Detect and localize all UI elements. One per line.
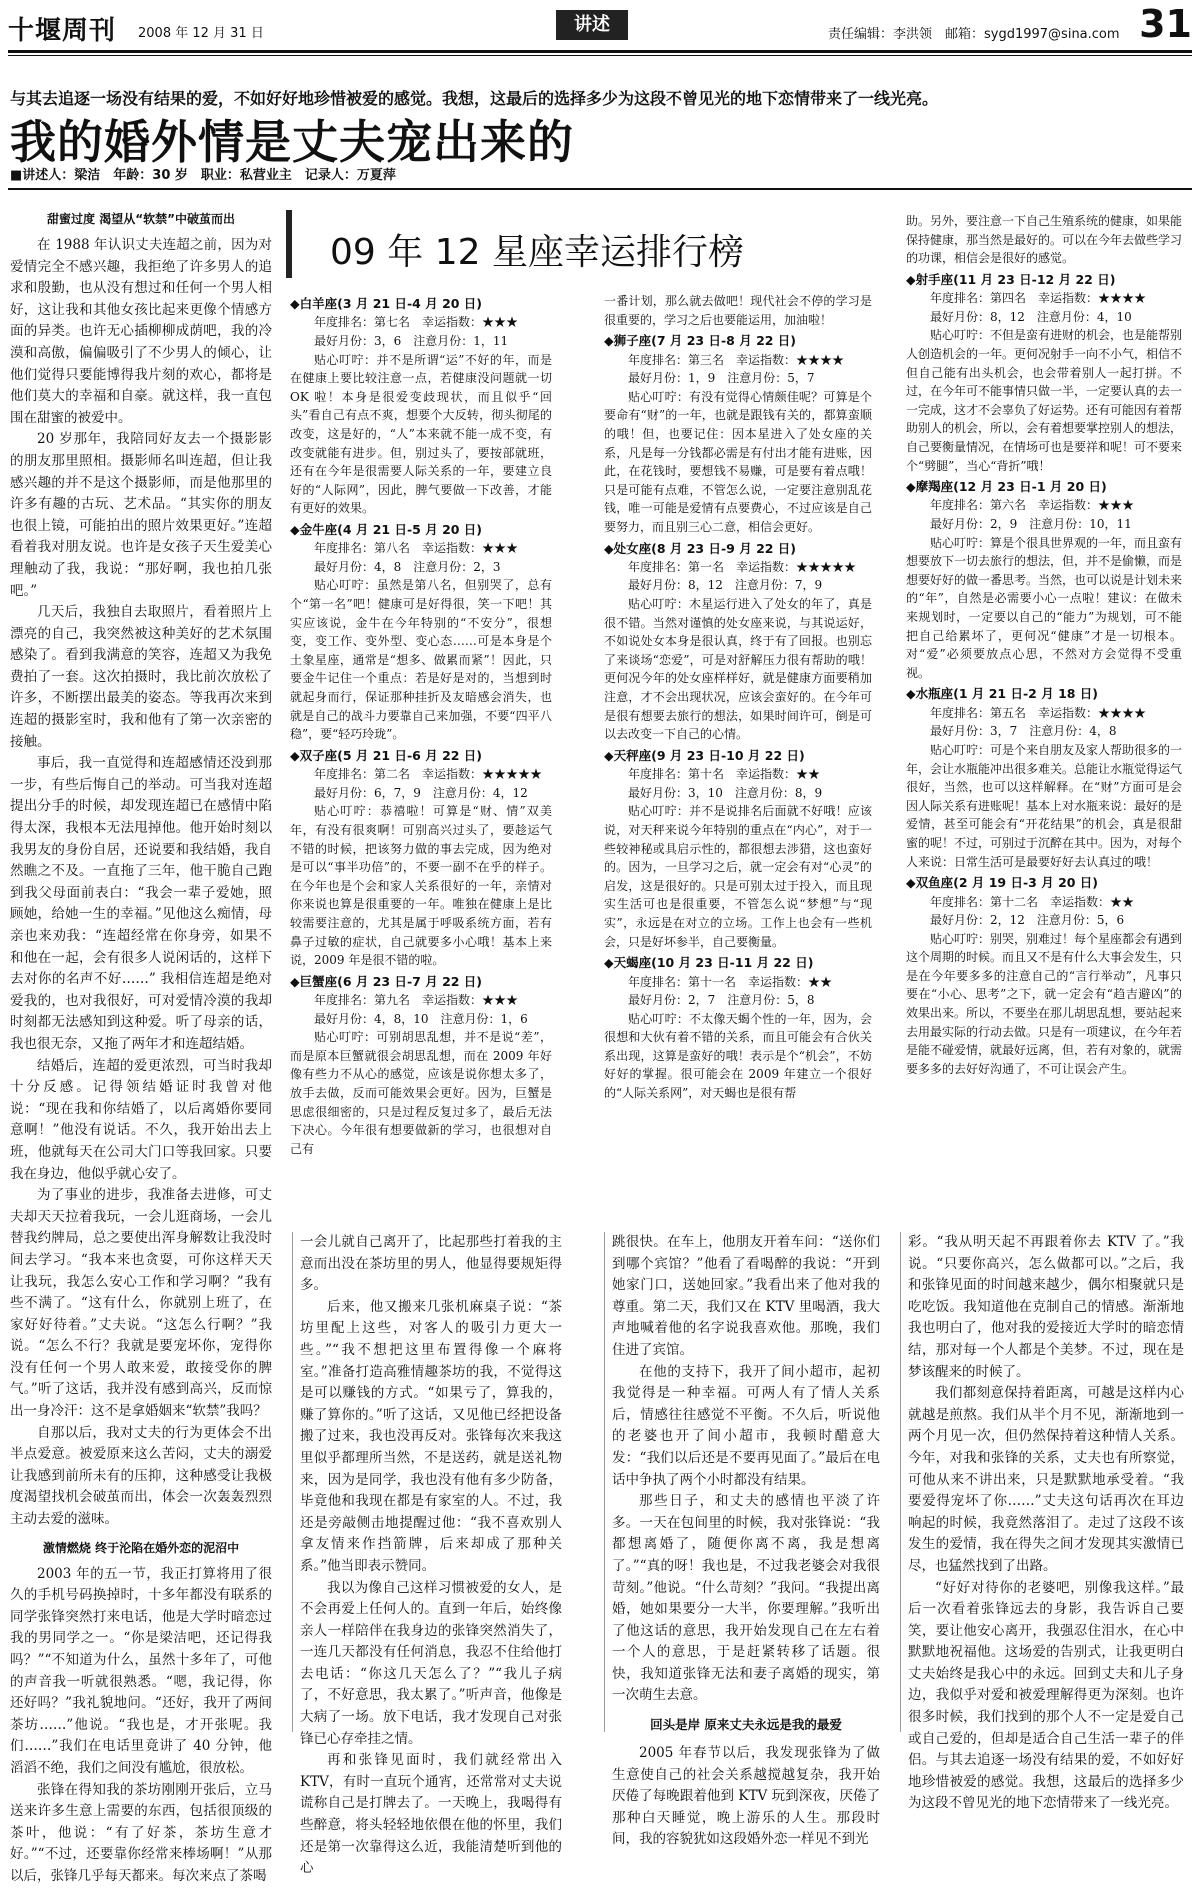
byline: ■讲述人：梁洁 年龄：30 岁 职业：私营业主 记录人：万夏萍 xyxy=(10,168,396,183)
paragraph: 我以为像自己这样习惯被爱的女人，是不会再爱上任何人的。直到一年后，始终像亲人一样陪伴在我身边的张锋突然消失了，一连几天都没有任何消息，我忍不住给他打去电话：“你这几天怎么了？”“我儿子病了，不好意思，我太累了。”听声音，他像是大病了一场。放下电话，我才发现自己对张锋已心存牵挂之情。 xyxy=(300,1579,562,1747)
sign-months: 最好月份：4，8，10 注意月份：1，6 xyxy=(314,1011,528,1026)
paragraph: 20 岁那年，我陪同好友去一个摄影影的朋友那里照相。摄影师名叫连超，但让我感兴趣的并不是这个摄影师，而是他那里的许多有趣的古玩、艺术品。“其实你的朋友也很上镜，可能拍出的照片效果更好。”连超看着我对朋友说。也许是女孩子天生爱美心理触动了我，我说：“那好啊，我也拍几张吧。” xyxy=(10,431,272,599)
horoscope-column-2 xyxy=(604,292,872,1103)
page-header xyxy=(8,2,1192,48)
sign-heading: ◆双鱼座(2 月 19 日-3 月 20 日) xyxy=(906,875,1099,891)
sign-heading: ◆金牛座(4 月 21 日-5 月 20 日) xyxy=(290,521,483,537)
sign-months: 最好月份：3，6 注意月份：1，11 xyxy=(314,333,509,348)
header-rule-thin xyxy=(8,55,1192,56)
sign-rank: 年度排名：第十一名 幸运指数：★★ xyxy=(628,974,833,989)
sign-rank: 年度排名：第二名 幸运指数：★★★★★ xyxy=(314,767,543,782)
masthead: 十堰周刊 xyxy=(8,16,117,46)
story-column-b xyxy=(300,1232,562,1880)
sign-text: 贴心叮咛：恭禧啦！可算是“财、情”双美年，有没有很爽啊！可别高兴过头了，要趁运气不错的时候，把该努力做的事去完成，因为绝对是可以“事半功倍”的，不要一副不在乎的样子。在今年也是个会和家人关系很好的一年，亲情对你来说也算是很重要的一年。唯独在健康上是比较需要注意的，尤其是属于呼吸系统方面，若有鼻子过敏的症状，自己就要多小心哦！基本上来说，2009 年是很不错的啦。 xyxy=(290,804,552,968)
sign-months: 最好月份：1，9 注意月份：5，7 xyxy=(628,371,815,386)
sign-rank: 年度排名：第十名 幸运指数：★★ xyxy=(628,767,821,782)
sign-text: 贴心叮咛：可是个来自朋友及家人帮助很多的一年，会让水瓶能冲出很多难关。总能让水瓶觉得运气很好，当然，也可以这样解释。在“财”方面可是会因人际关系有进账呢！基本上对水瓶来说：最好的是爱情，甚至可能会有“开花结果”的机会，真是很甜蜜的呢！不过，可别过于沉醉在其中。因为，对每个人来说：日常生活可是最要好好去认真过的哦！ xyxy=(906,742,1183,869)
paragraph: 再和张锋见面时，我们就经常出入 KTV，有时一直玩个通宵，还常常对丈夫说谎称自己是打牌去了。一天晚上，我喝得有些醉意，将头轻轻地依偎在他的怀里，我们还是第一次靠得这么近，我能清楚听到他的心 xyxy=(300,1752,562,1877)
sign-rank: 年度排名：第六名 幸运指数：★★★ xyxy=(930,498,1135,513)
headline: 我的婚外情是丈夫宠出来的 xyxy=(10,115,574,169)
sign-heading: ◆处女座(8 月 23 日-9 月 22 日) xyxy=(604,540,797,556)
sign-text: 贴心叮咛：不太像天蝎个性的一年，因为，会很想和大伙有着不错的关系，而且可能会有合伙关系出现，这算是蛮好的哦！表示是个“机会”，不妨好好的掌握。很可能会在 2009 年建立一个很好的“人际关系网”，对天蝎也是很有帮 xyxy=(604,1011,872,1101)
paragraph: 2003 年的五一节，我正打算将用了很久的手机号码换掉时，十多年都没有联系的同学张锋突然打来电话，他是大学时暗恋过我的男同学之一。“你是梁洁吧，还记得我吗？”“不知道为什么，虽然十多年了，可他的声音我一听就很熟悉。“嗯，我记得，你还好吗？”我礼貌地问。“还好，我开了两间茶坊……”他说。“我也是，才开张呢。我们……”我们在电话里竟讲了 40 分钟，他滔滔不绝，我们之间没有尴尬，很放松。 xyxy=(10,1565,272,1776)
column-divider xyxy=(604,1232,605,1732)
sign-months: 最好月份：2，12 注意月份：5，6 xyxy=(930,913,1125,928)
paragraph: 张锋在得知我的茶坊刚刚开张后，立马送来许多生意上需要的东西，包括很顶级的茶叶，他说：“有了好茶，茶坊生意才好。”“不过，还要靠你经常来棒场啊！”从那以后，张锋几乎每天都来。每次来点了茶喝 xyxy=(10,1781,272,1884)
sign-rank: 年度排名：第四名 幸运指数：★★★★ xyxy=(930,291,1147,306)
story-column-c xyxy=(612,1232,880,1851)
paragraph: 为了事业的进步，我准备去进修，可丈夫却天天拉着我玩，一会儿逛商场，一会儿替我约牌局，总之要使出浑身解数让我没时间去学习。“我本来也贪耍，可你这样天天让我玩，我怎么安心工作和学习啊？”我有些不满了。“这有什么，你就别上班了，在家好好待着。”丈夫说。“这怎么行啊？”我说。“怎么不行？我就是要宠坏你，宠得你没有任何一个男人敢来爱，敢接受你的脾气。”听了这话，我并没有感到高兴，反而惊出一身冷汗：这不是拿婚姻来“软禁”我吗？ xyxy=(10,1187,272,1420)
paragraph: 彩。“我从明天起不再跟着你去 KTV 了。”我说。“只要你高兴，怎么做都可以。”之后，我和张锋见面的时间越来越少，偶尔相聚就只是吃吃饭。我知道他在克制自己的情感。渐渐地我也明白了，他对我的爱接近大学时的暗恋情结，那对每一个人都是个美梦。不过，现在是梦该醒来的时候了。 xyxy=(908,1234,1184,1380)
title-accent-bar xyxy=(286,210,292,278)
page-number: 31 xyxy=(1139,2,1192,46)
paragraph: 一会儿就自己离开了，比起那些打着我的主意而出没在茶坊里的男人，他显得要规矩得多。 xyxy=(300,1234,562,1294)
sign-heading: ◆天蝎座(10 月 23 日-11 月 22 日) xyxy=(604,955,814,971)
sign-text: 贴心叮咛：算是个很具世界观的一年，而且蛮有想要放下一切去旅行的想法，但，并不是偷懒，而是想要好好的做一番思考。当然，也可以说是计划未来的“年”，自然是必需要小心一点啦！建议：在做未来规划时，一定要以自己的“能力”为规划，可不能把自己给累坏了，更何况“健康”才是一切根本。对“爱”必须要放点心思，不然对方会觉得不受重视。 xyxy=(906,535,1183,680)
sign-rank: 年度排名：第一名 幸运指数：★★★★★ xyxy=(628,559,857,574)
story-column-d xyxy=(908,1232,1184,1815)
paragraph: 几天后，我独自去取照片，看着照片上漂亮的自己，我突然被这种美好的艺术氛围感染了。看到我满意的笑容，连超又为我免费拍了一套。这次拍摄时，我比前次放松了许多，不断摆出最美的姿态。等我再次来到连超的摄影室时，我和他有了第一次亲密的接触。 xyxy=(10,604,272,750)
paragraph: 2005 年春节以后，我发现张锋为了做生意使自己的社会关系越搅越复杂，我开始厌倦了每晚跟着他到 KTV 玩到深夜，厌倦了那种白天睡觉，晚上游乐的人生。那段时间，我的容貌犹如这段婚外恋一样见不到光 xyxy=(612,1745,880,1848)
sign-months: 最好月份：8，12 注意月份：7，9 xyxy=(628,578,823,593)
sign-months: 最好月份：8，12 注意月份：4，10 xyxy=(930,309,1132,324)
sign-text: 贴心叮咛：可别胡思乱想，并不是说“差”，而是原本巨蟹就很会胡思乱想，而在 2009 年好像有些力不从心的感觉，应该是说你想太多了，放手去做，反而可能效果会更好。因为，巨蟹是思虑很细密的，只是过程反复过多了，最后无法下决心。今年很有想要做新的学习，也很想对自己有 xyxy=(290,1030,552,1156)
sign-text: 贴心叮咛：有没有觉得心情颇佳呢？可算是个要命有“财”的一年，也就是跟钱有关的，都算蛮顺的哦！但，也要记住：因本星进入了处女座的关系，凡是每一分钱都必需是有付出才能有进账，因此，在花钱时，要想钱不易赚，可是要有着点哦！只是可能有点难，不管怎么说，一定要注意别乱花钱，唯一可能是爱情有点要费心，不过应该是自己要努力，而且别三心二意，相信会更好。 xyxy=(604,389,872,534)
editor-info: 责任编辑：李洪领 邮箱：sygd1997@sina.com xyxy=(828,27,1120,42)
sign-heading: ◆摩羯座(12 月 23 日-1 月 20 日) xyxy=(906,479,1107,495)
paragraph: 跳很快。在车上，他朋友开着车问：“送你们到哪个宾馆？”他看了看喝醉的我说：“开到她家门口，送她回家。”我看出来了他对我的尊重。第二天，我们又在 KTV 里喝酒，我大声地喊着他的名字说我喜欢他。那晚，我们住进了宾馆。 xyxy=(612,1234,880,1358)
story-column-left xyxy=(10,208,272,1888)
sign-text: 贴心叮咛：并不是说排名后面就不好哦！应该说，对天秤来说今年特别的重点在“内心”，对于一些较神秘或具启示性的，都很想去涉猎，这也蛮好的。因为，一旦学习之后，就一定会有对“心灵”的启发，这是很好的。只是可别太过于投入，而且现实生活可也是很重要，不管怎么说“梦想”与“现实”，永远是在对立的立场。工作上也会有一些机会，只是好坏参半，自己要衡量。 xyxy=(604,804,872,949)
sign-text: 贴心叮咛：不但是蛮有进财的机会，也是能帮别人创造机会的一年。更何况射手一向不小气，相信不但自己能有出头机会，也会带着别人一起打拼。不过，在今年可不能事情只做一半，一定要认真的去一一完成，这才不会辜负了好运势。还有可能因有着帮助别人的机会，所以，会有着想要掌控别人的想法，自己要衡量情况，在情场可也是要祥和呢！可不要来个“劈腿”，当心“背折”哦！ xyxy=(906,328,1183,473)
sign-heading: ◆射手座(11 月 23 日-12 月 22 日) xyxy=(906,271,1116,287)
sign-heading: ◆狮子座(7 月 23 日-8 月 22 日) xyxy=(604,333,797,349)
sign-heading: ◆天秤座(9 月 23 日-10 月 22 日) xyxy=(604,747,805,763)
sign-months: 最好月份：6，7，9 注意月份：4，12 xyxy=(314,785,528,800)
sign-rank: 年度排名：第八名 幸运指数：★★★ xyxy=(314,541,519,556)
column-divider xyxy=(900,1232,901,1732)
subhead: 激情燃烧 终于沦陷在婚外恋的泥沼中 xyxy=(42,1540,240,1555)
paragraph: 那些日子，和丈夫的感情也平淡了许多。一天在包间里的时候，我对张锋说：“我都想离婚了，随便你离不离，我是想离了。”“真的呀！我也是，不过我老婆会对我很苛刻。”他说。“什么苛刻？”我问。“我提出离婚，她如果要分一大半，你要理解。”我听出了他这话的意思，我开始发现自己在左右着一个人的意思，于是赶紧转移了话题。很快，我知道张锋无法和妻子离婚的现实，第一次萌生去意。 xyxy=(612,1493,880,1704)
sign-months: 最好月份：3，7 注意月份：4，8 xyxy=(930,724,1117,739)
paragraph: 结婚后，连超的爱更浓烈，可当时我却十分反感。记得领结婚证时我曾对他说：“现在我和你结婚了，以后离婚你要同意啊！”他没有说话。不久，我开始出去上班，他就每天在公司大门口等我回家。只要我在身边，他似乎就心安了。 xyxy=(10,1057,272,1182)
paragraph: 在 1988 年认识丈夫连超之前，因为对爱情完全不感兴趣，我拒绝了许多男人的追求和殷勤，也从没有想过和任何一个男人相好，这让我和其他女孩比起来更像个情感方面的异类。也许无心插柳柳成荫吧，我的冷漠和高傲，偏偏吸引了不少男人的倾心，让他们觉得只要能博得我片刻的欢心，都将是他们莫大的幸福和自豪。就这样，我一直包围在甜蜜的被爱中。 xyxy=(10,237,272,426)
horoscope-title: 09 年 12 星座幸运排行榜 xyxy=(330,232,744,273)
sign-months: 最好月份：2，7 注意月份：5，8 xyxy=(628,993,815,1008)
paragraph: 我们都刻意保持着距离，可越是这样内心就越是煎熬。我们从半个月不见，渐渐地到一两个月见一次，但仍然保持着这种情人关系。今年，对我和张锋的关系，丈夫也有所察觉，可他从来不讲出来，只是默默地承受着。“我要爱得宠坏了你……”丈夫这句话再次在耳边响起的时候，我竟然落泪了。走过了这段不该发生的爱情，我在得失之间才发现其实激情已尽，也猛然找到了出路。 xyxy=(908,1385,1184,1574)
paragraph: 在他的支持下，我开了间小超市，起初我觉得是一种幸福。可两人有了情人关系后，情感往往感觉不平衡。不久后，听说他的老婆也开了间小超市，我顿时醋意大发：“我们以后还是不要再见面了。”最后在电话中争执了两个小时都没有结果。 xyxy=(612,1363,880,1488)
paragraph: 后来，他又搬来几张机麻桌子说：“茶坊里配上这些，对客人的吸引力更大一些。”“我不想把这里布置得像一个麻将室。”准备打造高雅情趣茶坊的我，不觉得这是可以赚钱的方式。“如果亏了，算我的，赚了算你的。”听了这话，又见他已经把设备搬了过来，我也没再反对。张锋每次来我这里似乎都理所当然，不是送药，就是送礼物来，因为是同学，我也没有他有多少防备，毕竟他和我现在都是有家室的人。不过，我还是旁敲侧击地提醒过他：“我不喜欢别人拿友情来作挡箭牌，后来却成了那种关系。”他当即表示赞同。 xyxy=(300,1298,562,1574)
sign-heading: ◆白羊座(3 月 21 日-4 月 20 日) xyxy=(290,296,483,311)
sign-months: 最好月份：3，10 注意月份：8，9 xyxy=(628,785,823,800)
paragraph: “好好对待你的老婆吧，别像我这样。”最后一次看着张锋远去的身影，我告诉自己要笑，要让他安心离开，我强忍住泪水，在心中默默地祝福他。这场爱的告别式，让我更明白丈夫始终是我心中的永远。回到丈夫和儿子身边，我似乎对爱和被爱理解得更为深刻。也许很多时候，我们找到的那个人不一定是爱自己或自己爱的，但却是适合自己生活一辈子的伴侣。与其去追逐一场没有结果的爱，不如好好地珍惜被爱的感觉。我想，这最后的选择多少为这段不曾见光的地下恋情带来了一线光亮。 xyxy=(908,1579,1184,1812)
sign-rank: 年度排名：第五名 幸运指数：★★★★ xyxy=(930,705,1147,720)
sign-text: 贴心叮咛：木星运行进入了处女的年了，真是很不错。当然对谨慎的处女座来说，与其说运好，不如说处女本身是很认真，终于有了回报。也别忘了来谈场“恋爱”，可是对舒解压力很有帮助的哦！更何况今年的处女座样样好，就是健康方面要稍加注意，才不会出现状况，应该会蛮好的。在今年可是很有想要去旅行的想法，如果时间许可，倒是可以去改变一下自己的心情。 xyxy=(604,597,872,742)
sign-months: 最好月份：2，9 注意月份：10，11 xyxy=(930,517,1132,532)
sign-heading: ◆巨蟹座(6 月 23 日-7 月 22 日) xyxy=(290,973,483,989)
column-divider xyxy=(292,1232,293,1732)
subhead: 甜蜜过度 渴望从“软禁”中破茧而出 xyxy=(47,212,235,226)
sign-text: 助。另外，要注意一下自己生殖系统的健康，如果能保持健康，那当然是最好的。可以在今年去做些学习的功课，相信会是很好的感觉。 xyxy=(906,214,1183,266)
sign-heading: ◆双子座(5 月 21 日-6 月 22 日) xyxy=(290,747,483,763)
section-tag: 讲述 xyxy=(556,10,628,40)
sign-rank: 年度排名：第七名 幸运指数：★★★ xyxy=(314,315,519,330)
sign-rank: 年度排名：第十二名 幸运指数：★★ xyxy=(930,894,1135,909)
header-rule xyxy=(8,50,1192,53)
sign-months: 最好月份：4，8 注意月份：2，3 xyxy=(314,559,501,574)
subhead: 回头是岸 原来丈夫永远是我的最爱 xyxy=(650,1717,842,1733)
horoscope-column-3 xyxy=(906,212,1182,1078)
sign-text: 贴心叮咛：虽然是第八名，但别哭了，总有个“第一名”吧！健康可是好得很，笑一下吧！其实应该说，金牛在今年特别的“不安分”，很想变，变工作、变外型、变心态……可是本身是个土象星座，通常是“想多、做累而紧”！因此，只要金牛记住一个重点：若是好是对的，当想到时就起身而行，保证那种挂折及友暗感会消失，也就是自己的战斗力要靠自己来加强，不要“四平八稳”，要“轻巧玲珑”。 xyxy=(290,578,552,742)
issue-date: 2008 年 12 月 31 日 xyxy=(138,26,264,41)
sign-rank: 年度排名：第九名 幸运指数：★★★ xyxy=(314,993,519,1008)
sign-text: 贴心叮咛：别哭，别难过！每个星座都会有遇到这个周期的时候。而且又不是有什么大事会发生，只是在今年要多多的注意自己的“言行举动”，凡事只要在“小心、思考”之下，就一定会有“趋吉避凶”的效果出来。所以，不要坐在那儿胡思乱想，要站起来去用最实际的行动去做。只是有一项建议，在今年若是能不碰爱情，就最好远离，但，若有对象的，就需要多多的去好好沟通了，不可让误会产生。 xyxy=(906,931,1183,1076)
horoscope-column-1 xyxy=(290,292,552,1158)
paragraph: 自那以后，我对丈夫的行为更体会不出半点爱意。被爱原来这么苦闷，丈夫的溺爱让我感到前所未有的压抑，这种感受让我极度渴望找机会破茧而出，体会一次轰轰烈烈主动去爱的滋味。 xyxy=(10,1424,272,1528)
sign-text: 贴心叮咛：并不是所谓“运”不好的年，而是在健康上要比较注意一点，若健康没问题就一切 OK 啦！本身是很爱变歧现状，而且似乎“回头”看自己有点不爽，想要个大反转，彻头彻尾的改变，这是好的，“人”本来就不能一成不变，有改变就能有进步。但，别过头了，要按部就班，还有在今年是很需要人际关系的一年，要建立良好的“人际网”，因此，脾气要做一下改善，才能有更好的效果。 xyxy=(290,352,552,516)
sign-heading: ◆水瓶座(1 月 21 日-2 月 18 日) xyxy=(906,686,1099,702)
sign-text: 一番计划，那么就去做吧！现代社会不停的学习是很重要的，学习之后也要能运用，加油啦！ xyxy=(604,294,872,327)
sign-rank: 年度排名：第三名 幸运指数：★★★★ xyxy=(628,352,845,367)
headline-rule xyxy=(8,188,1192,190)
intro-line: 与其去追逐一场没有结果的爱，不如好好地珍惜被爱的感觉。我想，这最后的选择多少为这段不曾见光的地下恋情带来了一线光亮。 xyxy=(10,89,939,108)
paragraph: 事后，我一直觉得和连超感情还没到那一步，有些后悔自己的举动。可当我对连超提出分手的时候，却发现连超已在感情中陷得太深，我根本无法甩掉他。他开始时刻以我男友的身份自居，还说要和我结婚，我自然瞧之不及。一直拖了三年，他干脆自己跑到我父母面前表白：“我会一辈子爱她，照顾她，给她一生的幸福。”见他这么痴情，母亲也来劝我：“连超经常在你身旁，如果不和他在一起，会有很多人说闲话的，这样下去对你的名声不好……” 我相信连超是绝对爱我的，也对我很好，可对爱情冷漠的我却时刻都无法感知到这种爱。听了母亲的话，我也很无奈，又拖了两年才和连超结婚。 xyxy=(10,755,272,1052)
